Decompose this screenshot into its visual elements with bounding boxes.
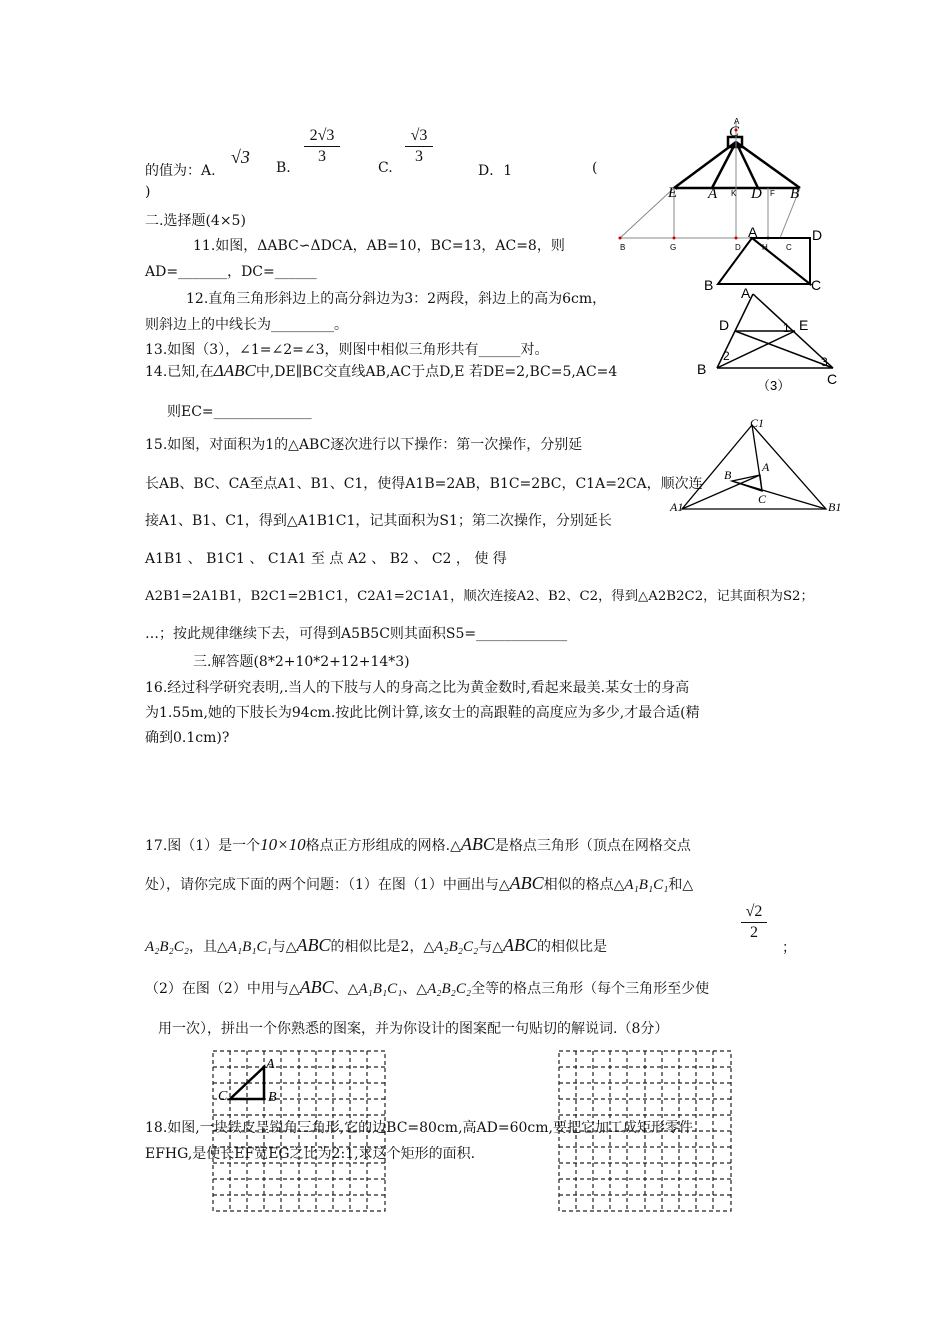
- q10-b-denominator: 3: [318, 148, 326, 165]
- q10-c-numerator: √3: [410, 127, 428, 144]
- grid1-label-b: B: [268, 1090, 277, 1105]
- fig11-label-a: A: [748, 224, 758, 240]
- q10-option-c-label: C.: [378, 160, 393, 176]
- q17-l2a: 处），请你完成下面的两个问题：（1）在图（1）中画出与△: [145, 877, 510, 893]
- section2-title: 二.选择题(4×5): [145, 213, 246, 229]
- q17-a2b2c2-2: A₂B₂C₂: [434, 939, 479, 955]
- fig11-label-d: D: [812, 227, 823, 243]
- section3-title: 三.解答题(8*2+10*2+12+14*3): [193, 654, 410, 670]
- q14-prefix: 14.已知,在: [145, 364, 214, 380]
- q16-line2: 为1.55m,她的下肢长为94cm.按此比例计算,该女士的高跟鞋的高度应为多少,才最合适(精: [145, 705, 700, 721]
- q16-line1: 16.经过科学研究表明,.当人的下肢与人的身高之比为黄金数时,看起来最美.某女士的身高: [145, 680, 690, 696]
- fig15-label-b1: B1: [828, 500, 842, 514]
- q17-abc-2: ABC: [509, 873, 544, 893]
- fig13-caption: （3）: [757, 378, 791, 393]
- fig15-label-c1: C1: [750, 416, 765, 430]
- q11-line2: AD=_______，DC=______: [145, 264, 317, 280]
- q10-option-c-fraction: [405, 127, 433, 166]
- q17-grid-size: 10×10: [260, 835, 306, 854]
- q12-line2: 则斜边上的中线长为_________。: [145, 317, 348, 333]
- q10-option-b-label: B.: [276, 160, 291, 176]
- q17-abc-4: ABC: [502, 935, 537, 955]
- fig15-label-a: A: [762, 460, 770, 474]
- q17-l3f: ；: [782, 940, 796, 956]
- q17-l3b: 与△: [271, 939, 297, 955]
- fig15-label-a1: A1: [670, 500, 684, 514]
- q17-l4a: （2）在图（2）中用与△: [145, 981, 300, 997]
- q10-option-b-fraction: [304, 127, 340, 166]
- q17-l1a: 17.图（1）是一个: [145, 838, 261, 854]
- q10-paren-close: ): [145, 184, 151, 200]
- fig13-label-a: A: [741, 286, 751, 301]
- fig11-label-b: B: [704, 277, 714, 293]
- q17-l2b: 相似的格点△: [543, 877, 625, 893]
- q13-text: 13.如图（3），∠1=∠2=∠3，则图中相似三角形共有______对。: [145, 342, 549, 358]
- fig-top-label-g: G: [670, 243, 677, 252]
- q17-line3: [145, 935, 607, 956]
- q17-l4d: 全等的格点三角形（每个三角形至少使: [471, 981, 710, 997]
- q16-line3: 确到0.1cm)?: [145, 730, 230, 746]
- q17-abc-5: ABC: [299, 977, 334, 997]
- fig-top-label-k: K: [731, 189, 737, 198]
- figure-q11: [700, 224, 830, 294]
- figure-q15: [668, 415, 848, 520]
- q17-a1b1c1-3: A₁B₁C₁: [358, 981, 403, 997]
- q17-a2b2c2-1: A₂B₂C₂: [145, 939, 189, 955]
- q17-line2: [145, 873, 693, 894]
- q10-b-numerator: 2√3: [309, 127, 335, 144]
- fig13-angle-3: 3: [821, 355, 828, 369]
- fig-top-label-d: D: [751, 186, 762, 202]
- fig-top-label-c2: C: [786, 243, 792, 252]
- q17-l1c: 是格点三角形（顶点在网格交点: [494, 838, 691, 854]
- q18-line1: 18.如图,一块铁皮呈锐角三角形,它的边BC=80cm,高AD=60cm,要把它加工成矩形零件: [145, 1120, 693, 1136]
- q11-line1: 11.如图，ΔABC∽ΔDCA，AB=10，BC=13，AC=8，则: [193, 238, 565, 254]
- fig15-label-c: C: [758, 492, 767, 506]
- q17-ratio-numerator: √2: [745, 903, 763, 920]
- q17-l4c: 、△: [402, 981, 428, 997]
- q15-line4: A1B1 、 B1C1 、 C1A1 至 点 A2 、 B2 、 C2 ， 使 得: [145, 551, 507, 567]
- fig-top-label-e: E: [668, 185, 678, 201]
- q17-line4: [145, 977, 709, 998]
- figure-q13: [695, 286, 855, 396]
- fig-top-label-d2: D: [735, 243, 741, 252]
- q17-l4b: 、△: [333, 981, 359, 997]
- q15-line5: A2B1=2A1B1，B2C1=2B1C1，C2A1=2C1A1，顺次连接A2、B2、C2，得到△A2B2C2，记其面积为S2；: [145, 589, 814, 604]
- fig13-angle-2: 2: [723, 349, 730, 363]
- q14-line1: [145, 361, 617, 381]
- q17-a1b1c1-1: A₁B₁C₁: [624, 877, 669, 893]
- q17-l1b: 格点正方形组成的网格.△: [305, 838, 461, 854]
- q17-ratio-fraction: [741, 903, 767, 942]
- q17-l3d: 与△: [478, 939, 503, 955]
- q17-l3a: ，且△: [188, 939, 228, 955]
- q15-line3: 接A1、B1、C1，得到△A1B1C1，记其面积为S1；第二次操作，分别延长: [145, 513, 612, 529]
- q17-l2c: 和△: [668, 877, 694, 893]
- grid1-label-c: C: [218, 1089, 228, 1104]
- q18-line2: EFHG,是使长EF宽EG之比为2:1,求这个矩形的面积.: [145, 1146, 476, 1162]
- q17-line1: [145, 834, 691, 855]
- fig13-label-c: C: [827, 371, 838, 387]
- q15-line2: 长AB、BC、CA至点A1、B1、C1，使得A1B=2AB，B1C=2BC，C1A=2CA，顺次连: [145, 476, 703, 492]
- q14-line2: 则EC=______________: [167, 404, 312, 420]
- q15-line1: 15.如图，对面积为1的△ABC逐次进行以下操作：第一次操作，分别延: [145, 437, 583, 453]
- q14-rest: 中,DE∥BC交直线AB,AC于点D,E 若DE=2,BC=5,AC=4: [255, 364, 618, 380]
- fig-top-label-a: A: [708, 186, 718, 202]
- q15-line6: …；按此规律继续下去，可得到A5B5C则其面积S5=_____________: [145, 626, 568, 642]
- fig15-label-b: B: [724, 468, 732, 482]
- grid1-label-a: A: [266, 1057, 275, 1072]
- q17-l3c: 的相似比是2，△: [330, 939, 435, 955]
- q14-abc: ΔABC: [213, 361, 256, 380]
- fig-top-label-a-small: A: [734, 117, 740, 126]
- q10-c-denominator: 3: [415, 148, 423, 165]
- q10-option-a-value: √3: [231, 147, 250, 167]
- q10-prefix: 的值为：A.: [145, 163, 216, 179]
- q17-a1b1c1-2: A₁B₁C₁: [227, 939, 272, 955]
- fig13-label-d: D: [719, 317, 730, 333]
- q17-ratio-denominator: 2: [750, 924, 758, 941]
- fig-top-label-b2: B: [620, 243, 626, 252]
- q17-l3e: 的相似比是: [536, 939, 607, 955]
- fig-top-label-f: F: [770, 189, 775, 198]
- fig-top-label-h: H: [762, 243, 768, 252]
- fig-top-label-c: C: [729, 124, 740, 140]
- q10-paren-open: (: [592, 160, 598, 176]
- fig-top-label-b: B: [790, 186, 800, 202]
- fig13-label-e: E: [799, 317, 809, 333]
- q17-a2b2c2-3: A₂B₂C₂: [427, 981, 472, 997]
- q10-option-d: D．1: [478, 163, 513, 179]
- q17-abc-1: ABC: [460, 834, 495, 854]
- q17-line5: 用一次），拼出一个你熟悉的图案，并为你设计的图案配一句贴切的解说词.（8分）: [158, 1021, 669, 1037]
- q12-line1: 12.直角三角形斜边上的高分斜边为3：2两段，斜边上的高为6cm，: [186, 291, 607, 307]
- fig13-label-b: B: [697, 361, 707, 377]
- q17-abc-3: ABC: [296, 935, 331, 955]
- fig13-angle-1: 1: [783, 321, 790, 335]
- fig11-label-c: C: [811, 277, 822, 293]
